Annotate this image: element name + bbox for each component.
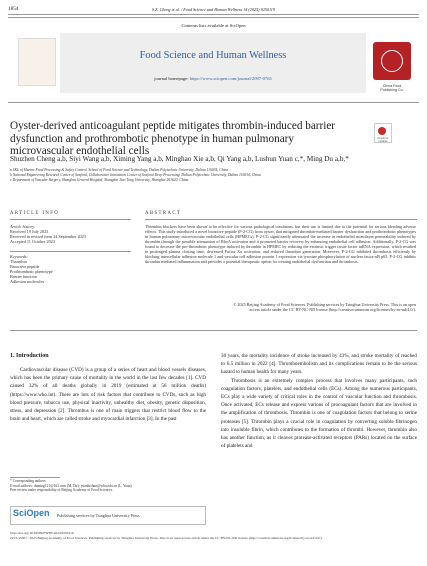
- journal-banner: [8, 17, 419, 103]
- keyword-item: Adhesion molecules: [10, 279, 45, 284]
- publisher-line-2: Publishing Co.: [380, 88, 404, 93]
- journal-band: [60, 33, 366, 93]
- history-revised: Received in revised form 24 September 2023: [10, 234, 86, 239]
- contents-line[interactable]: Contents lists available at SciOpen: [181, 23, 246, 28]
- keywords-heading: Keywords:: [10, 254, 28, 259]
- affiliation-c: c Department of Vascular Surgery, Shanghai General Hospital, Shanghai Jiao Tong University, Shanghai 201620, China: [10, 178, 189, 183]
- page-number: 1854: [8, 6, 19, 12]
- footer-license: 2213-4530/© 2025 Beijing Academy of Food Sciences. Publishing services by Tsinghua University Press. This is an open access article under the CC BY-NC-ND license (http://creativecommons.org/licenses/by-nc-nd/4.0/).: [10, 535, 323, 540]
- homepage-link[interactable]: https://www.sciopen.com/journal/2097-0765: [189, 76, 272, 81]
- affiliation-b: b National Engineering Research Center of Seafood, Collaborative Innovation Center of Seafood Deep Processing, Dalian Polytechnic University, Dalian 116034, China: [10, 173, 261, 178]
- author-list: Shuzhen Cheng a,b, Siyi Wang a,b, Ximing Yang a,b, Minghao Xie a,b, Qi Yang a,b, Lushun Yuan c,*, Ming Du a,b,*: [10, 155, 349, 163]
- keyword-item: Bioactive peptide: [10, 264, 40, 269]
- history-received: Received 19 July 2023: [10, 229, 49, 234]
- abstract-heading: ABSTRACT: [145, 211, 182, 216]
- page-footer: [10, 531, 417, 540]
- article-history: [10, 224, 131, 244]
- history-accepted: Accepted 11 October 2023: [10, 239, 55, 244]
- publishing-services-text: Publishing services by Tsinghua University Press: [57, 513, 140, 518]
- footnote-rule: [10, 477, 60, 478]
- keyword-item: Prothrombotic phenotype: [10, 269, 53, 274]
- publisher-name: [366, 84, 418, 93]
- history-heading: Article history:: [10, 224, 36, 229]
- intro-paragraph-1: 30 years, the mortality incidence of stroke increased by 43%, and stroke mortality of reached to 6.5 million in 2022 [4]. Thromboembolism and its complications remain to be the serious hazard to human health for many years.: [221, 353, 417, 376]
- affiliations: [10, 168, 415, 183]
- intro-paragraph-2: Thrombosis is an extremely complex process that involves many participants, such coagulation factors, platelets, and endothelial cells (ECs). Among the numerous participants, ECs play a wide variety of critical roles in the control of vascular function and thrombosis. Once activated, ECs release and express various of procoagulant factors that are involved in the amplification of thrombosis. Thrombin is one of coagulation factors that belong to serine proteases [5]. Thrombin plays a crucial role in coagulation by converting soluble fibrinogen into insoluble fibrin, which contributes to the formation of thrombi. However, thrombin also has another function, as it cleaves protease-activated receptors (PARs) located on the surface of platelets and: [221, 377, 417, 450]
- sciopen-logo[interactable]: SciOpen: [13, 508, 50, 518]
- introduction-right-column: [221, 352, 417, 450]
- keywords: [10, 254, 131, 284]
- doi-link[interactable]: http://doi.org/10.26599/FSHW.2024.9250119: [10, 531, 74, 535]
- abstract-bottom-rule: [10, 330, 417, 331]
- abstract-text: Thrombin blockers have been shown to be effective for various pathological conditions, but their use is limited due to the potential for serious bleeding adverse effects. This study introduced a novel bioactive peptide (P-2-CG) from oyster, that mitigated thrombin-mediated barrier dysfunction and prothrombotic phenotypes in human pulmonary microvascular endothelial cells (HPMECs). P-2-CG significantly attenuated the increase in endothelial monolayer permeability induced by thrombin through the possible attenuation of RhoA activation and it promoted barrier recovery by enhancing endothelial cell adhesion. Additionally, P-2-CG was found to decrease the pro-thrombotic phenotype induced by thrombin in HPMEC by reducing the extrinsic trigger tissue factor mRNA expression, which resulted in prolonged plasma clotting time, decreased Factor Xa activation, and reduced thrombin generation. Moreover, P-2-CG inhibited thrombosis efficiently by blocking intercellular adhesion molecule 1 and vascular cell adhesion protein 1 expression via tyrosine phosphorylation of nuclear factor-κB p65. P-2-CG inhibits thrombin mediated inflammation and provides a potential therapeutic option for treating endothelial dysfunction and thrombosis.: [145, 224, 416, 265]
- corresponding-note: * Corresponding authors.: [10, 479, 47, 483]
- article-info-heading: ARTICLE INFO: [10, 211, 60, 216]
- journal-title[interactable]: Food Science and Human Wellness: [139, 50, 287, 61]
- keywords-rule: [10, 251, 131, 252]
- check-for-updates-badge[interactable]: [374, 123, 392, 143]
- article-info-rule: [10, 219, 131, 220]
- check-updates-label: Check for updates: [377, 136, 389, 143]
- abstract-rule: [145, 219, 417, 220]
- publisher-box: [10, 506, 206, 525]
- running-head: S.Z. Cheng et al. / Food Science and Human Wellness 14 (2025) 9250119: [152, 7, 275, 12]
- introduction-heading: 1. Introduction: [10, 353, 49, 359]
- abstract-license[interactable]: © 2025 Beijing Academy of Food Sciences. Publishing services by Tsinghua University Press. This is an open access article under the CC BY-NC-ND license (http://creativecommons.org/licenses/by-nc-nd/4.0/).: [233, 302, 416, 313]
- homepage-label: journal homepage:: [154, 76, 189, 81]
- keyword-item: Thrombin: [10, 259, 27, 264]
- publisher-line-1: China Food: [382, 84, 402, 88]
- journal-homepage: [60, 76, 366, 81]
- affiliation-a: a SKL of Marine Food Processing & Safety Control, School of Food Science and Technology, Dalian Polytechnic University, Dalian 116034, China: [10, 168, 229, 172]
- introduction-left-column: Cardiovascular disease (CVD) is a group of a series of heart and blood vessels diseases, which has been the primary cause of mortality in the world in the last few decades [1]. CVD caused 32% of all deaths globally in 2019 (estimated at 56 million deaths) (https://www.who.int). There are lots of risk factors that contribute to CVDs, such as high blood pressure, tobacco use, physical inactivity, unhealthy diet, obesity, genetic disposition, stress, and depression [2]. Thrombus is one of main triggers that restrict blood flow to the brain and heart, which are called stroke and myocardial infarction [3]. In the past: [10, 367, 206, 423]
- article-title: Oyster-derived anticoagulant peptide mitigates thrombin-induced barrier dysfunction and prothrombotic phenotype in human pulmonary microvascular endothelial cells: [10, 120, 336, 158]
- email-label: E-mail address:: [10, 483, 33, 488]
- email-addresses[interactable]: duming121@163.com (M. Du); yuanlushun@whu.edu.cn (L. Yuan): [33, 483, 132, 488]
- header-rule: [8, 14, 419, 15]
- logo-emblem-icon: [381, 50, 403, 72]
- footnotes: [10, 479, 206, 493]
- keyword-item: Barrier function: [10, 274, 37, 279]
- check-updates-icon: [378, 127, 386, 135]
- peer-review-note: Peer review under responsibility of Beijing Academy of Food Sciences.: [10, 488, 113, 493]
- china-food-publishing-logo[interactable]: [373, 42, 411, 80]
- publisher-emblem-image: [18, 38, 56, 86]
